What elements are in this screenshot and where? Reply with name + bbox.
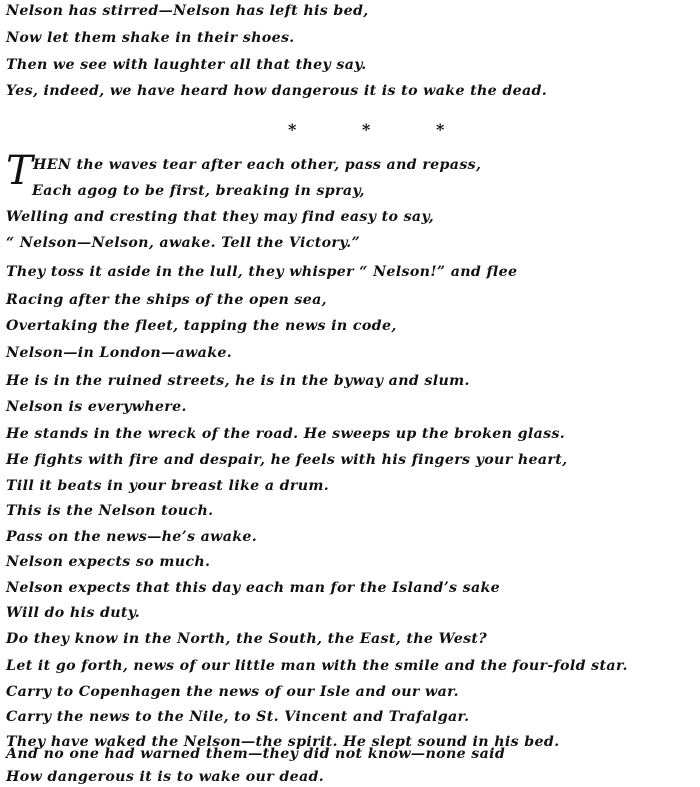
separator-star: * — [362, 120, 371, 139]
poem-line: Nelson—in London—awake. — [6, 345, 233, 361]
separator-star: * — [436, 120, 445, 139]
poem-line: Now let them shake in their shoes. — [6, 30, 295, 46]
poem-line: Then we see with laughter all that they say. — [6, 57, 367, 73]
drop-cap: T — [6, 148, 33, 194]
poem-line: Pass on the news—he’s awake. — [6, 529, 258, 545]
stanza-separator — [0, 120, 700, 140]
poem-line: Nelson expects so much. — [6, 554, 211, 570]
poem-line: They toss it aside in the lull, they whisper “ Nelson!” and flee — [6, 264, 518, 280]
poem-line: Each agog to be first, breaking in spray, — [32, 183, 365, 199]
poem-line: He is in the ruined streets, he is in the byway and slum. — [6, 373, 470, 389]
poem-line: He fights with fire and despair, he feels with his fingers your heart, — [6, 452, 568, 468]
poem-line: How dangerous it is to wake our dead. — [6, 769, 325, 785]
poem-line: Till it beats in your breast like a drum. — [6, 478, 330, 494]
poem-line: Do they know in the North, the South, the East, the West? — [6, 631, 487, 647]
separator-star: * — [288, 120, 297, 139]
poem-line: Nelson has stirred—Nelson has left his bed, — [6, 3, 369, 19]
poem-line: Let it go forth, news of our little man with the smile and the four-fold star. — [6, 658, 628, 674]
poem-line: Nelson is everywhere. — [6, 399, 187, 415]
poem-line: “ Nelson—Nelson, awake. Tell the Victory.” — [6, 235, 360, 251]
poem-line: Racing after the ships of the open sea, — [6, 292, 327, 308]
poem-line: He stands in the wreck of the road. He sweeps up the broken glass. — [6, 426, 566, 442]
poem-line: Carry to Copenhagen the news of our Isle and our war. — [6, 684, 459, 700]
poem-line: They have waked the Nelson—the spirit. He slept sound in his bed. — [6, 734, 560, 750]
poem-line: Nelson expects that this day each man for the Island’s sake — [6, 580, 501, 596]
poem-line: Yes, indeed, we have heard how dangerous it is to wake the dead. — [6, 83, 548, 99]
poem-line: This is the Nelson touch. — [6, 503, 214, 519]
poem-line: HEN the waves tear after each other, pass and repass, — [33, 157, 482, 173]
poem-line: Will do his duty. — [6, 605, 141, 621]
poem-line: And no one had warned them—they did not know—none said — [6, 746, 506, 762]
poem-line: Carry the news to the Nile, to St. Vincent and Trafalgar. — [6, 709, 470, 725]
poem-line: Welling and cresting that they may find easy to say, — [6, 209, 434, 225]
poem-line: Overtaking the fleet, tapping the news in code, — [6, 318, 397, 334]
